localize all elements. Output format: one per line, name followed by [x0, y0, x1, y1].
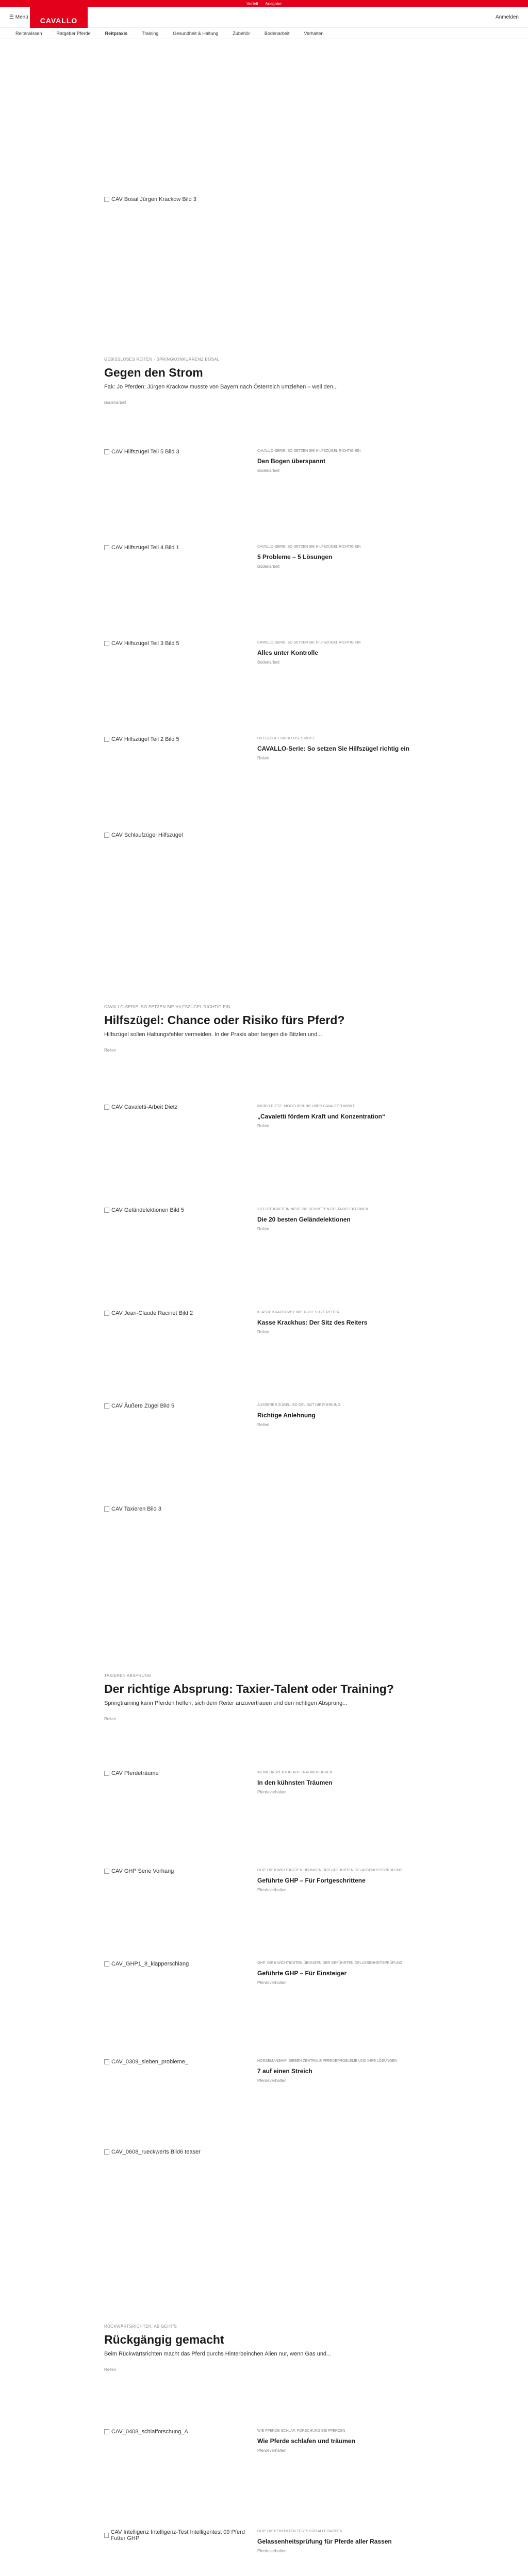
- article-thumb[interactable]: CAV Jean-Claude Racinet Bild 2: [104, 1310, 246, 1316]
- article-kicker: ÄUSSERER ZÜGEL: SO GELINGT DIE FÜHRUNG: [257, 1403, 340, 1407]
- article-tag[interactable]: Pferdeverhalten: [257, 1887, 287, 1892]
- article-tag[interactable]: Pferdeverhalten: [257, 2078, 287, 2083]
- article-title[interactable]: „Cavaletti fördern Kraft und Konzentration“: [257, 1112, 386, 1120]
- article-kicker: GEBISSLOSES REITEN - SPRINGKONKURRENZ BOSAL: [104, 357, 220, 362]
- list-item[interactable]: [104, 1868, 424, 1961]
- article-title[interactable]: Gegen den Strom: [104, 366, 203, 379]
- list-item[interactable]: [104, 2149, 424, 2200]
- article-thumb[interactable]: CAV Hilfszügel Teil 2 Bild 5: [104, 736, 246, 742]
- article-kicker: KLASSE KRACKOW'S: WIE GUTE SITZE REITER: [257, 1311, 340, 1314]
- article-kicker: INGRID DIETZ: 'MODELIERUNG ÜBER CAVALETTI WIRKT': [257, 1105, 356, 1108]
- article-tag[interactable]: Reiten: [257, 1123, 270, 1128]
- broken-image-icon: [104, 1506, 109, 1512]
- article-tag[interactable]: Bodenarbeit: [257, 659, 280, 665]
- article-kicker: CAVALLO-SERIE: SO SETZEN SIE HILFSZÜGEL RICHTIG EIN: [257, 545, 361, 549]
- broken-image-icon: [104, 1771, 109, 1776]
- article-title[interactable]: Hilfszügel: Chance oder Risiko fürs Pferd?: [104, 1013, 345, 1027]
- article-tag[interactable]: Reiten: [257, 1329, 270, 1334]
- broken-image-icon: [104, 1961, 109, 1967]
- menu-button[interactable]: ☰ Menü: [9, 14, 28, 20]
- article-teaser: Hilfszügel sollen Haltungsfehler vermeiden. In der Praxis aber bergen die Bitzlen und...: [104, 1031, 322, 1038]
- article-kicker: GHP: DIE 8 WICHTIGSTEN ÜBUNGEN DER GEFÜHRTEN GELASSENHEITSPRÜFUNG: [257, 1869, 403, 1872]
- broken-image-icon: [104, 2059, 109, 2064]
- list-item[interactable]: [104, 1104, 424, 1207]
- article-title[interactable]: Wie Pferde schlafen und träumen: [257, 2437, 355, 2445]
- article-thumb[interactable]: CAV_GHP1_8_klapperschlang: [104, 1961, 246, 1967]
- article-thumb[interactable]: CAV_0408_schlafforschung_A: [104, 2429, 246, 2435]
- broken-image-icon: [104, 641, 109, 646]
- article-tag[interactable]: Bodenarbeit: [257, 468, 280, 473]
- login-button[interactable]: Anmelden: [495, 14, 519, 20]
- article-thumb[interactable]: CAV_0608_rueckwerts Bild6 teaser: [104, 2149, 246, 2155]
- article-title[interactable]: Den Bogen überspannt: [257, 457, 326, 465]
- nav-item[interactable]: Verhalten: [304, 30, 324, 36]
- article-title[interactable]: Der richtige Absprung: Taxier-Talent oder Training?: [104, 1682, 394, 1696]
- article-tag[interactable]: Reiten: [104, 2367, 117, 2372]
- list-item[interactable]: [104, 2059, 424, 2149]
- lead-article[interactable]: [104, 1005, 424, 1053]
- nav-item[interactable]: Gesundheit & Haltung: [173, 30, 219, 36]
- nav-item-active[interactable]: Reitpraxis: [105, 30, 128, 36]
- list-item[interactable]: [104, 545, 424, 640]
- article-kicker: GHP: DIE 8 WICHTIGSTEN ÜBUNGEN DER GEFÜHRTEN GELASSENHEITSPRÜFUNG: [257, 1961, 403, 1965]
- list-item[interactable]: [104, 736, 424, 832]
- article-kicker: CAVALLO-SERIE: SO SETZEN SIE HILFSZÜGEL RICHTIG EIN: [257, 641, 361, 645]
- nav-item[interactable]: Training: [142, 30, 159, 36]
- article-kicker: VIELSEITIGKEIT IN NEUE DIE SCHRITTEN GELÄNDELEKTIONEN: [257, 1208, 368, 1211]
- article-thumb[interactable]: CAV GHP Serie Vorhang: [104, 1868, 246, 1874]
- list-item[interactable]: [104, 1770, 424, 1868]
- article-tag[interactable]: Pferdeverhalten: [257, 1789, 287, 1794]
- article-tag[interactable]: Pferdeverhalten: [257, 1980, 287, 1985]
- article-title[interactable]: Rückgängig gemacht: [104, 2333, 224, 2346]
- article-thumb[interactable]: CAV Cavaletti-Arbeit Dietz: [104, 1104, 246, 1110]
- article-title[interactable]: Kasse Krackhus: Der Sitz des Reiters: [257, 1318, 368, 1326]
- article-kicker: WENN UNSPEKTOR AUF TRAUMEREIGNEN: [257, 1771, 333, 1774]
- article-thumb[interactable]: CAV Geländelektionen Bild 5: [104, 1207, 246, 1213]
- broken-image-icon: [104, 2149, 109, 2155]
- article-title[interactable]: CAVALLO-Serie: So setzen Sie Hilfszügel richtig ein: [257, 744, 409, 752]
- article-kicker: TAXIEREN ABSPRUNG: [104, 1673, 152, 1678]
- article-tag[interactable]: Reiten: [257, 1226, 270, 1231]
- hero-image[interactable]: CAV Bosal Jürgen Krackow Bild 3: [104, 196, 424, 202]
- article-tag[interactable]: Reiten: [104, 1717, 117, 1721]
- list-item[interactable]: [104, 1207, 424, 1310]
- article-thumb[interactable]: CAV Schlaufzügel Hilfszügel: [104, 832, 246, 838]
- header: [0, 7, 528, 28]
- article-kicker: RÜCKWÄRTSRICHTEN: AB GEHT'S: [104, 2324, 177, 2329]
- article-tag[interactable]: Bodenarbeit: [104, 400, 127, 405]
- lead-article[interactable]: [104, 2324, 424, 2372]
- broken-image-icon: [104, 197, 109, 202]
- article-title[interactable]: Richtige Anlehnung: [257, 1411, 316, 1419]
- article-title[interactable]: In den kühnsten Träumen: [257, 1778, 333, 1786]
- article-thumb[interactable]: CAV Äußere Zügel Bild 5: [104, 1403, 246, 1409]
- lead-article[interactable]: [104, 1673, 424, 1721]
- article-kicker: HORSEMANSHIP: SIEBEN ZENTRALE PFERDEPROBLEME UND IHRE LÖSUNGEN: [257, 2059, 398, 2063]
- article-thumb[interactable]: CAV Intelligenz Intelligenz-Test Intelligentest 09 Pferd Futter GHP: [104, 2529, 246, 2541]
- logo[interactable]: CAVALLO: [30, 0, 88, 28]
- list-item[interactable]: [104, 449, 424, 545]
- broken-image-icon: [104, 1208, 109, 1213]
- article-tag[interactable]: Bodenarbeit: [257, 564, 280, 569]
- article-thumb[interactable]: CAV Hilfszügel Teil 3 Bild 5: [104, 640, 246, 647]
- top-utility-link[interactable]: Vorteil: [246, 1, 258, 6]
- list-item[interactable]: [104, 1403, 424, 1506]
- top-utility-link[interactable]: Ausgabe: [265, 1, 282, 6]
- broken-image-icon: [104, 1869, 109, 1874]
- article-title[interactable]: Die 20 besten Geländelektionen: [257, 1215, 351, 1223]
- nav-item[interactable]: Reiterwissen: [15, 30, 42, 36]
- article-tag[interactable]: Reiten: [257, 755, 270, 760]
- broken-image-icon: [104, 1403, 109, 1409]
- nav-item[interactable]: Bodenarbeit: [264, 30, 290, 36]
- article-title[interactable]: Alles unter Kontrolle: [257, 649, 319, 656]
- article-tag[interactable]: Reiten: [104, 1048, 117, 1053]
- article-kicker: HILFSZÜGEL RIBBELOSES MUST: [257, 737, 315, 740]
- list-item[interactable]: [104, 2429, 424, 2529]
- article-thumb[interactable]: CAV_0309_sieben_probleme_: [104, 2059, 246, 2065]
- article-tag[interactable]: Reiten: [257, 1422, 270, 1427]
- list-item[interactable]: [104, 1506, 424, 1557]
- article-thumb[interactable]: CAV Hilfszügel Teil 4 Bild 1: [104, 545, 246, 551]
- article-teaser: Beim Rückwärtsrichten macht das Pferd durchs Hinterbeinchen Alien nur, wenn Gas und...: [104, 2351, 332, 2357]
- article-thumb[interactable]: CAV Taxieren Bild 3: [104, 1506, 246, 1512]
- article-kicker: GHP: DIE PERFEKTEN TESTS FÜR ALLE RASSEN: [257, 2530, 342, 2533]
- list-item[interactable]: [104, 1961, 424, 2059]
- article-thumb[interactable]: CAV Hilfszügel Teil 5 Bild 3: [104, 449, 246, 455]
- lead-article[interactable]: [104, 357, 424, 405]
- article-title[interactable]: 5 Probleme – 5 Lösungen: [257, 553, 333, 561]
- nav-item[interactable]: Ratgeber Pferde: [56, 30, 91, 36]
- broken-image-icon: [104, 737, 109, 742]
- article-kicker: CAVALLO-SERIE: SO SETZEN SIE HILFSZÜGEL RICHTIG EIN: [257, 449, 361, 453]
- broken-image-icon: [104, 1311, 109, 1316]
- article-kicker: CAVALLO-SERIE: SO SETZEN SIE HILFSZÜGEL RICHTIG EIN: [104, 1005, 230, 1009]
- broken-image-icon: [104, 833, 109, 838]
- broken-image-icon: [104, 2429, 109, 2434]
- article-title[interactable]: Gelassenheitsprüfung für Pferde aller Rassen: [257, 2537, 392, 2545]
- list-item[interactable]: [104, 640, 424, 736]
- list-item[interactable]: [104, 2529, 424, 2576]
- article-tag[interactable]: Pferdeverhalten: [257, 2448, 287, 2453]
- broken-image-icon: [104, 2533, 109, 2538]
- article-title[interactable]: Geführte GHP – Für Einsteiger: [257, 1969, 347, 1977]
- broken-image-icon: [104, 449, 109, 454]
- broken-image-icon: [104, 1105, 109, 1110]
- article-teaser: Springtraining kann Pferden helfen, sich dem Reiter anzuvertrauen und den richtigen Absprung...: [104, 1700, 348, 1706]
- article-title[interactable]: 7 auf einen Streich: [257, 2067, 312, 2075]
- article-thumb[interactable]: CAV Pferdeträume: [104, 1770, 246, 1776]
- list-item[interactable]: [104, 1310, 424, 1403]
- article-kicker: WIE PFERDE SCHLAF: FORSCHUNG BEI PFERDEN: [257, 2429, 345, 2433]
- broken-image-icon: [104, 545, 109, 550]
- nav-item[interactable]: Zubehör: [233, 30, 250, 36]
- article-tag[interactable]: Pferdeverhalten: [257, 2548, 287, 2553]
- list-item[interactable]: [104, 832, 424, 884]
- article-title[interactable]: Geführte GHP – Für Fortgeschrittene: [257, 1876, 366, 1884]
- main-nav: [0, 28, 528, 39]
- article-teaser: Fak: Jo Pferden: Jürgen Krackow musste von Bayern nach Österreich umziehen – weil den...: [104, 384, 338, 390]
